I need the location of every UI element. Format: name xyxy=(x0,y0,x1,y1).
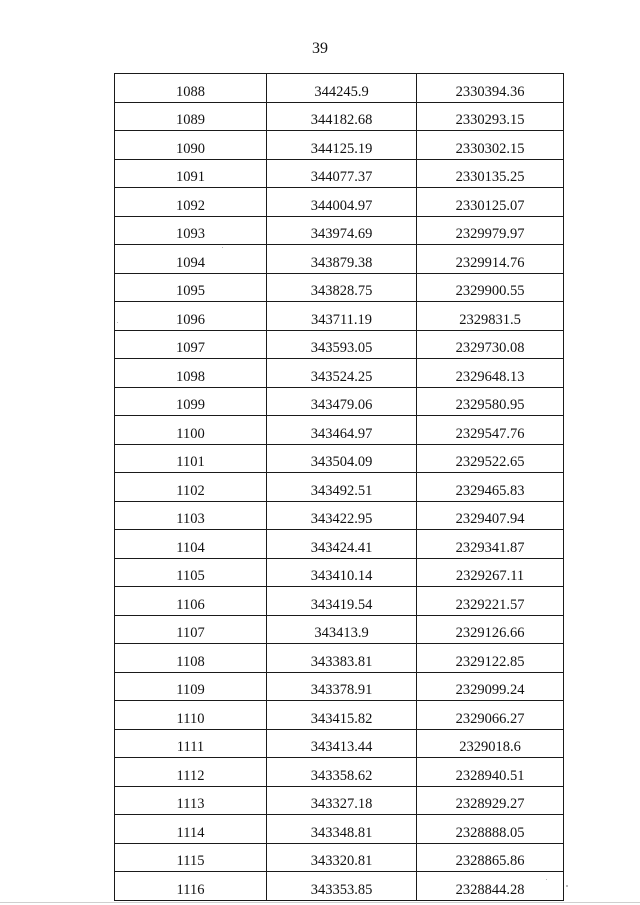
table-row xyxy=(115,159,564,188)
point-id-cell: 1094 xyxy=(115,245,267,274)
point-id-cell: 1114 xyxy=(115,815,267,844)
point-id-cell: 1110 xyxy=(115,701,267,730)
table-row xyxy=(115,102,564,131)
x-coordinate-cell: 344004.97 xyxy=(267,188,417,217)
table-row xyxy=(115,444,564,473)
coordinate-table xyxy=(114,73,564,901)
table-row xyxy=(115,815,564,844)
x-coordinate-cell: 343424.41 xyxy=(267,530,417,559)
point-id-cell: 1109 xyxy=(115,672,267,701)
x-coordinate-cell: 343378.91 xyxy=(267,672,417,701)
y-coordinate-cell: 2329407.94 xyxy=(417,501,564,530)
point-id-cell: 1096 xyxy=(115,302,267,331)
table-row xyxy=(115,786,564,815)
x-coordinate-cell: 343413.9 xyxy=(267,615,417,644)
point-id-cell: 1090 xyxy=(115,131,267,160)
point-id-cell: 1107 xyxy=(115,615,267,644)
table-row xyxy=(115,530,564,559)
table-row xyxy=(115,273,564,302)
x-coordinate-cell: 343422.95 xyxy=(267,501,417,530)
table-row xyxy=(115,758,564,787)
table-row xyxy=(115,701,564,730)
table-row xyxy=(115,302,564,331)
y-coordinate-cell: 2330302.15 xyxy=(417,131,564,160)
point-id-cell: 1106 xyxy=(115,587,267,616)
point-id-cell: 1105 xyxy=(115,558,267,587)
y-coordinate-cell: 2329648.13 xyxy=(417,359,564,388)
y-coordinate-cell: 2330135.25 xyxy=(417,159,564,188)
point-id-cell: 1093 xyxy=(115,216,267,245)
point-id-cell: 1099 xyxy=(115,387,267,416)
y-coordinate-cell: 2329267.11 xyxy=(417,558,564,587)
y-coordinate-cell: 2328929.27 xyxy=(417,786,564,815)
table-row xyxy=(115,216,564,245)
y-coordinate-cell: 2330394.36 xyxy=(417,74,564,103)
point-id-cell: 1092 xyxy=(115,188,267,217)
x-coordinate-cell: 344077.37 xyxy=(267,159,417,188)
y-coordinate-cell: 2330125.07 xyxy=(417,188,564,217)
point-id-cell: 1102 xyxy=(115,473,267,502)
point-id-cell: 1111 xyxy=(115,729,267,758)
y-coordinate-cell: 2329730.08 xyxy=(417,330,564,359)
x-coordinate-cell: 343348.81 xyxy=(267,815,417,844)
table-row xyxy=(115,672,564,701)
table-row xyxy=(115,558,564,587)
y-coordinate-cell: 2328844.28 xyxy=(417,872,564,901)
coordinate-table-body xyxy=(115,74,564,901)
x-coordinate-cell: 343464.97 xyxy=(267,416,417,445)
table-row xyxy=(115,843,564,872)
y-coordinate-cell: 2329465.83 xyxy=(417,473,564,502)
table-row xyxy=(115,872,564,901)
table-row xyxy=(115,416,564,445)
y-coordinate-cell: 2328865.86 xyxy=(417,843,564,872)
point-id-cell: 1098 xyxy=(115,359,267,388)
table-row xyxy=(115,359,564,388)
point-id-cell: 1108 xyxy=(115,644,267,673)
y-coordinate-cell: 2329099.24 xyxy=(417,672,564,701)
page-number: 39 xyxy=(312,40,328,57)
scan-speck xyxy=(566,885,568,887)
scan-speck xyxy=(546,879,547,880)
x-coordinate-cell: 343492.51 xyxy=(267,473,417,502)
point-id-cell: 1088 xyxy=(115,74,267,103)
point-id-cell: 1095 xyxy=(115,273,267,302)
x-coordinate-cell: 343593.05 xyxy=(267,330,417,359)
point-id-cell: 1116 xyxy=(115,872,267,901)
point-id-cell: 1101 xyxy=(115,444,267,473)
table-row xyxy=(115,587,564,616)
table-row xyxy=(115,615,564,644)
y-coordinate-cell: 2329580.95 xyxy=(417,387,564,416)
x-coordinate-cell: 343974.69 xyxy=(267,216,417,245)
point-id-cell: 1103 xyxy=(115,501,267,530)
table-row xyxy=(115,387,564,416)
point-id-cell: 1104 xyxy=(115,530,267,559)
y-coordinate-cell: 2330293.15 xyxy=(417,102,564,131)
y-coordinate-cell: 2329900.55 xyxy=(417,273,564,302)
table-row xyxy=(115,131,564,160)
point-id-cell: 1089 xyxy=(115,102,267,131)
x-coordinate-cell: 343524.25 xyxy=(267,359,417,388)
x-coordinate-cell: 343415.82 xyxy=(267,701,417,730)
y-coordinate-cell: 2329914.76 xyxy=(417,245,564,274)
x-coordinate-cell: 343711.19 xyxy=(267,302,417,331)
x-coordinate-cell: 343358.62 xyxy=(267,758,417,787)
x-coordinate-cell: 344245.9 xyxy=(267,74,417,103)
x-coordinate-cell: 343383.81 xyxy=(267,644,417,673)
x-coordinate-cell: 343419.54 xyxy=(267,587,417,616)
x-coordinate-cell: 343879.38 xyxy=(267,245,417,274)
table-row xyxy=(115,644,564,673)
y-coordinate-cell: 2329018.6 xyxy=(417,729,564,758)
x-coordinate-cell: 343479.06 xyxy=(267,387,417,416)
scan-edge-line xyxy=(0,902,640,903)
point-id-cell: 1112 xyxy=(115,758,267,787)
point-id-cell: 1091 xyxy=(115,159,267,188)
x-coordinate-cell: 344182.68 xyxy=(267,102,417,131)
x-coordinate-cell: 344125.19 xyxy=(267,131,417,160)
table-row xyxy=(115,330,564,359)
y-coordinate-cell: 2329979.97 xyxy=(417,216,564,245)
scan-speck xyxy=(222,247,223,248)
x-coordinate-cell: 343413.44 xyxy=(267,729,417,758)
y-coordinate-cell: 2329341.87 xyxy=(417,530,564,559)
y-coordinate-cell: 2329122.85 xyxy=(417,644,564,673)
point-id-cell: 1100 xyxy=(115,416,267,445)
y-coordinate-cell: 2328940.51 xyxy=(417,758,564,787)
table-row xyxy=(115,729,564,758)
x-coordinate-cell: 343327.18 xyxy=(267,786,417,815)
table-row xyxy=(115,74,564,103)
y-coordinate-cell: 2329066.27 xyxy=(417,701,564,730)
point-id-cell: 1097 xyxy=(115,330,267,359)
y-coordinate-cell: 2329221.57 xyxy=(417,587,564,616)
x-coordinate-cell: 343828.75 xyxy=(267,273,417,302)
x-coordinate-cell: 343353.85 xyxy=(267,872,417,901)
y-coordinate-cell: 2329831.5 xyxy=(417,302,564,331)
scan-speck xyxy=(117,322,118,323)
point-id-cell: 1115 xyxy=(115,843,267,872)
x-coordinate-cell: 343504.09 xyxy=(267,444,417,473)
y-coordinate-cell: 2329522.65 xyxy=(417,444,564,473)
table-row xyxy=(115,501,564,530)
table-row xyxy=(115,473,564,502)
x-coordinate-cell: 343410.14 xyxy=(267,558,417,587)
table-row xyxy=(115,245,564,274)
y-coordinate-cell: 2329547.76 xyxy=(417,416,564,445)
y-coordinate-cell: 2329126.66 xyxy=(417,615,564,644)
x-coordinate-cell: 343320.81 xyxy=(267,843,417,872)
point-id-cell: 1113 xyxy=(115,786,267,815)
y-coordinate-cell: 2328888.05 xyxy=(417,815,564,844)
table-row xyxy=(115,188,564,217)
